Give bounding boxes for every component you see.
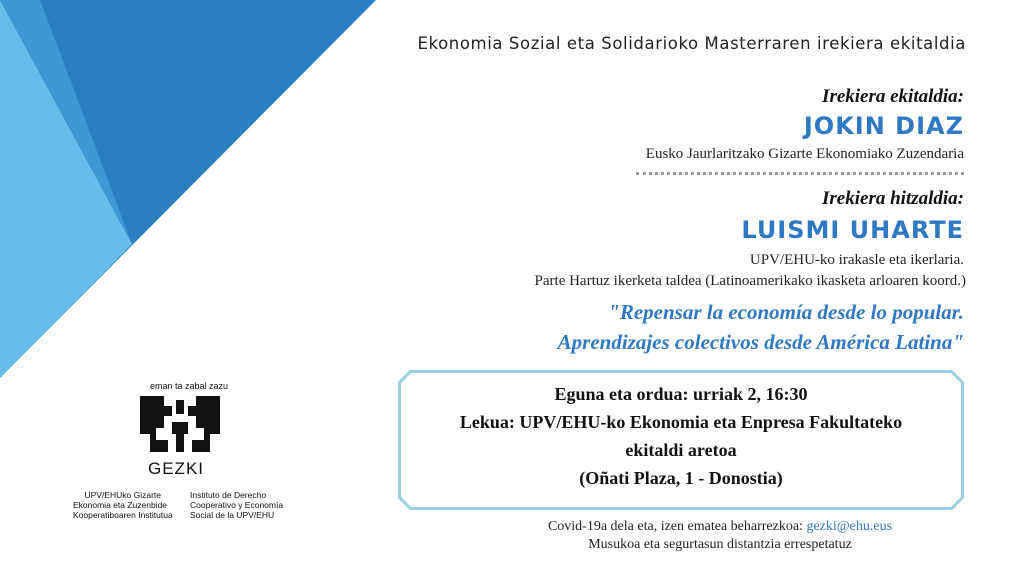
speaker-name-luismi: LUISMI UHARTE	[741, 216, 964, 244]
place-line-2: ekitaldi aretoa	[625, 440, 737, 460]
footer-notice	[440, 518, 1000, 554]
talk-title-line2: Aprendizajes colectivos desde América Latina"	[557, 330, 964, 354]
address: (Oñati Plaza, 1 - Donostia)	[579, 468, 783, 488]
contact-email-link[interactable]: gezki@ehu.eus	[806, 519, 893, 534]
speaker-name-jokin: JOKIN DIAZ	[803, 112, 964, 140]
speaker-role-jokin: Eusko Jaurlaritzako Gizarte Ekonomiako Zuzendaria	[645, 146, 964, 162]
logo-basque-line-2: Ekonomia eta Zuzenbide	[73, 500, 168, 510]
logo-text-spanish	[190, 490, 283, 520]
speaker-role-luismi-2: Parte Hartuz ikerketa taldea (Latinoamerikako ikasketa arloaren koord.)	[534, 273, 966, 289]
date-time: Eguna eta ordua: urriak 2, 16:30	[554, 384, 808, 404]
footer-line-1	[440, 518, 1000, 536]
logo-spanish-line-1: Instituto de Derecho	[190, 490, 267, 500]
footer-line-2: Musukoa eta segurtasun distantzia errespetatuz	[588, 537, 852, 552]
dotted-divider	[636, 172, 964, 175]
gezki-logo-icon	[138, 394, 222, 454]
talk-title-line1: "Repensar la economía desde lo popular.	[608, 300, 964, 324]
logo-spanish-line-2: Cooperativo y Economía	[190, 500, 284, 510]
logo-spanish-line-3: Social de la UPV/EHU	[190, 510, 275, 520]
logo-tagline: eman ta zabal zazu	[150, 381, 229, 391]
logo-text-basque	[73, 490, 173, 520]
logo-name: GEZKI	[148, 459, 205, 478]
logo-basque-line-1: UPV/EHUko Gizarte	[84, 490, 161, 500]
place-line-1: Lekua: UPV/EHU-ko Ekonomia eta Enpresa Fakultateko	[459, 412, 903, 432]
event-details-text	[398, 380, 964, 492]
registration-note: Covid-19a dela eta, izen ematea beharrezkoa:	[547, 519, 807, 534]
logo-basque-line-3: Kooperatiboaren Institutua	[73, 510, 173, 520]
opening-talk-label: Irekiera hitzaldia:	[822, 188, 964, 209]
speaker-role-luismi-1: UPV/EHU-ko irakasle eta ikerlaria.	[749, 252, 964, 268]
opening-event-label: Irekiera ekitaldia:	[822, 86, 964, 107]
event-title: Ekonomia Sozial eta Solidarioko Masterraren irekiera ekitaldia	[417, 34, 966, 53]
